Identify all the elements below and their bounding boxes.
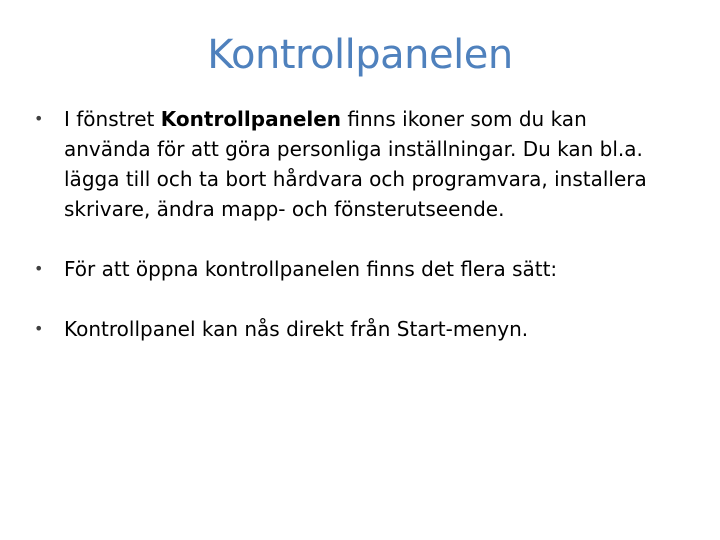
bullet-icon: • — [34, 109, 44, 128]
bullet-item-3 — [34, 314, 674, 344]
bullet-item-1 — [34, 104, 674, 224]
bullet-text: För att öppna kontrollpanelen finns det flera sätt: — [64, 257, 558, 281]
bullet-list — [34, 104, 674, 344]
bullet-icon: • — [34, 259, 44, 278]
bullet-item-2 — [34, 254, 674, 284]
bullet-icon: • — [34, 319, 44, 338]
bullet-text-bold: Kontrollpanelen — [160, 107, 342, 131]
bullet-text-prefix: I fönstret — [64, 107, 161, 131]
bullet-text: Kontrollpanel kan nås direkt från Start-menyn. — [64, 317, 529, 341]
bullet-text-suffix: finns ikoner som du kan använda för att göra personliga inställningar. Du kan bl.a. lägga till och ta bort hårdvara och programvara, installera skrivare, ändra mapp- och fönsterutseende. — [64, 107, 647, 221]
slide-title: Kontrollpanelen — [207, 32, 513, 78]
